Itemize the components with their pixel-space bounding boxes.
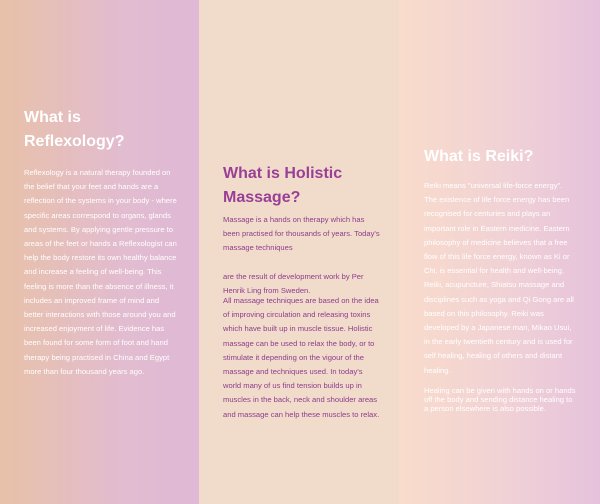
- holistic-massage-paragraph-2: are the result of development work by Per Henrik Ling from Sweden.: [223, 272, 364, 296]
- reflexology-body: Reflexology is a natural therapy founded on the belief that your feet and hands are a reflection of the systems in your body - where specific areas correspond to organs, glands and systems. By applying gentle pressure to areas of the feet or hands a Reflexologist can help the body restore its own healthy balance and increase a feeling of well-being. This feeling is more than the absence of illness, it includes an improved frame of mind and better interactions with those around you and increased enjoyment of life. Evidence has been found for some form of foot and hand therapy being practised in China and Egypt more than four thousand years ago.: [24, 168, 177, 376]
- holistic-massage-paragraph-1: Massage is a hands on therapy which has been practised for thousands of years. Today's massage techniques: [223, 215, 380, 253]
- holistic-massage-panel: [199, 0, 399, 504]
- reiki-paragraph-2: Healing can be given with hands on or hands off the body and sending distance healing to a person elsewhere is also possible.: [424, 386, 576, 413]
- reiki-panel: [399, 0, 600, 504]
- holistic-massage-heading: What is Holistic Massage?: [223, 165, 343, 206]
- reflexology-panel: [0, 0, 199, 504]
- reflexology-heading: What is Reflexology?: [24, 109, 125, 150]
- reiki-paragraph-1: Reiki means "universal life-force energy". The existence of life force energy has been recognised for centuries and plays an important role in Eastern medicine. Eastern philosophy of medicine believes that a free flow of this life force energy, known as Ki or Chi, is essential for health and well-being. Reiki, acupuncture, Shiatsu massage and disciplines such as yoga and Qi Gong are all based on this philosophy. Reiki was developed by a Japanese man, Mikao Usui, in the early twentieth century and is used for self healing, healing of others and distant healing.: [424, 181, 574, 375]
- holistic-massage-paragraph-3: All massage techniques are based on the idea of improving circulation and releasing toxins which have built up in muscle tissue. Holistic massage can be used to relax the body, or to stimulate it depending on the vigour of the massage and techniques used. In today's world many of us find tension builds up in muscles in the back, neck and shoulder areas and massage can help these muscles to relax.: [223, 296, 380, 419]
- reiki-heading: What is Reiki?: [424, 148, 534, 165]
